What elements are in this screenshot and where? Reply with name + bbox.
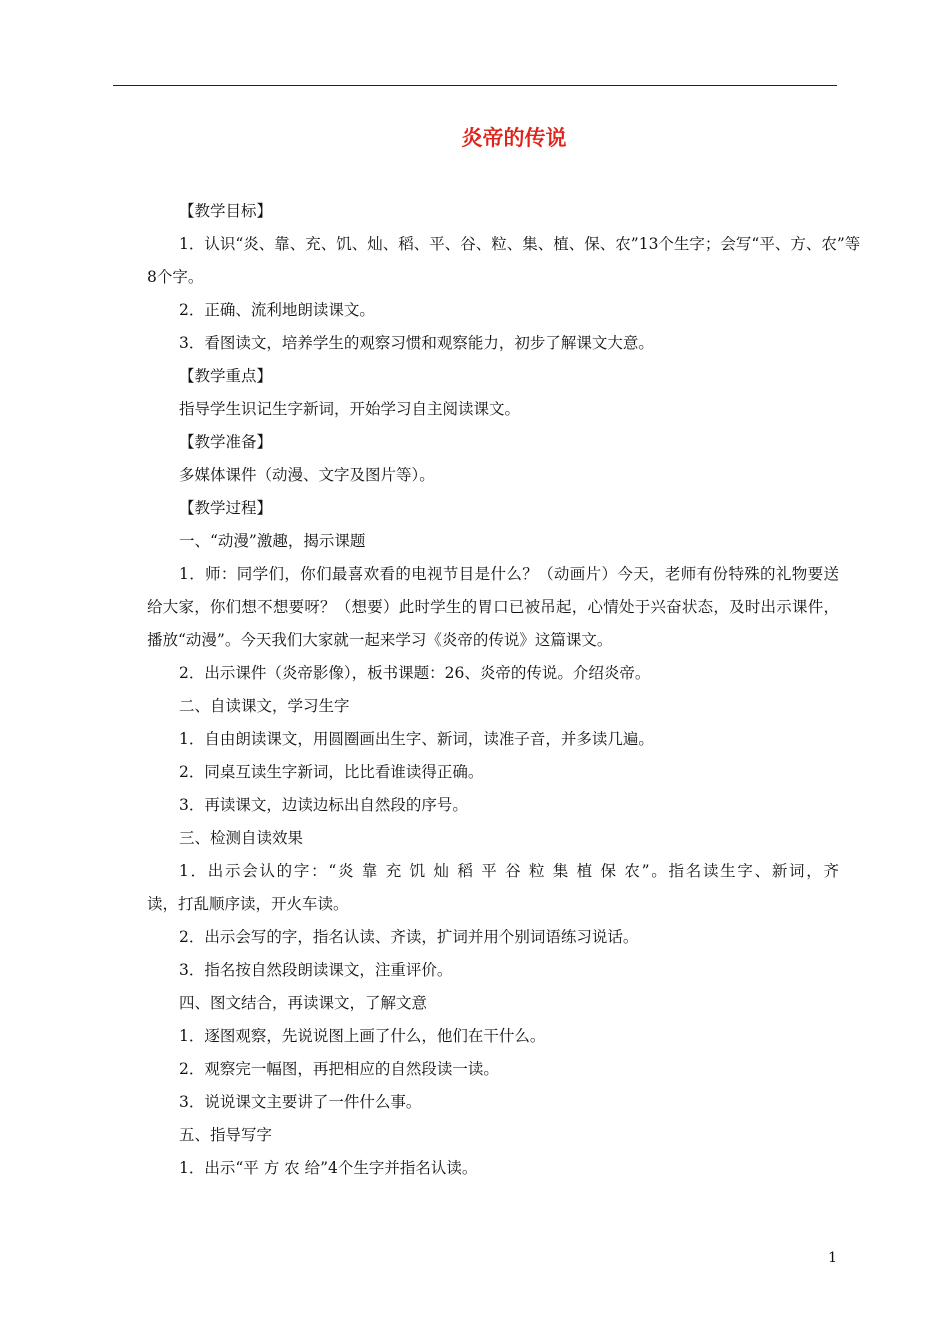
text-line: 1．认识“炎、靠、充、饥、灿、稻、平、谷、粒、集、植、保、农”13个生字；会写“平、方、农”等 [179, 235, 861, 253]
text-line: 1．出示“平 方 农 给”4个生字并指名认读。 [179, 1159, 478, 1177]
text-line: 2．观察完一幅图，再把相应的自然段读一读。 [179, 1060, 499, 1078]
text-line: 读，打乱顺序读，开火车读。 [147, 895, 349, 913]
text-line: 【教学准备】 [179, 433, 273, 451]
text-line: 3．指名按自然段朗读课文，注重评价。 [179, 961, 453, 979]
text-line: 多媒体课件（动漫、文字及图片等）。 [179, 466, 435, 484]
text-line: 2．出示会写的字，指名认读、齐读，扩词并用个别词语练习说话。 [179, 928, 639, 946]
text-line: 2．出示课件（炎帝影像），板书课题：26、炎帝的传说。介绍炎帝。 [179, 664, 651, 682]
text-line: 二、自读课文，学习生字 [179, 697, 350, 715]
text-line: 播放“动漫”。今天我们大家就一起来学习《炎帝的传说》这篇课文。 [147, 631, 613, 649]
text-line: 1．师：同学们，你们最喜欢看的电视节目是什么？（动画片）今天，老师有份特殊的礼物要送 [179, 565, 839, 583]
document-body [147, 195, 861, 1185]
text-line: 2．同桌互读生字新词，比比看谁读得正确。 [179, 763, 484, 781]
text-line: 五、指导写字 [179, 1126, 273, 1144]
text-line: 四、图文结合，再读课文，了解文意 [179, 994, 428, 1012]
text-line: 【教学重点】 [179, 367, 273, 385]
text-line: 给大家，你们想不想要呀？（想要）此时学生的胃口已被吊起，心情处于兴奋状态，及时出示课件， [147, 598, 839, 616]
text-line: 【教学目标】 [179, 202, 273, 220]
text-line: 指导学生识记生字新词，开始学习自主阅读课文。 [179, 400, 521, 418]
text-line: 3．说说课文主要讲了一件什么事。 [179, 1093, 422, 1111]
text-line: 3．看图读文，培养学生的观察习惯和观察能力，初步了解课文大意。 [179, 334, 654, 352]
header-rule [113, 85, 837, 86]
page-number: 1 [828, 1250, 837, 1266]
text-line: 1．逐图观察，先说说图上画了什么，他们在干什么。 [179, 1027, 546, 1045]
text-line: 三、检测自读效果 [179, 829, 304, 847]
text-line: 8个字。 [147, 268, 204, 286]
text-line: 3．再读课文，边读边标出自然段的序号。 [179, 796, 468, 814]
document-title: 炎帝的传说 [461, 126, 567, 150]
text-line: 1．出示会认的字：“炎 靠 充 饥 灿 稻 平 谷 粒 集 植 保 农”。指名读生字、新词，齐 [179, 862, 839, 880]
text-line: 【教学过程】 [179, 499, 273, 517]
text-line: 一、“动漫”激趣，揭示课题 [179, 532, 366, 550]
text-line: 2．正确、流利地朗读课文。 [179, 301, 375, 319]
text-line: 1．自由朗读课文，用圆圈画出生字、新词，读准子音，并多读几遍。 [179, 730, 654, 748]
